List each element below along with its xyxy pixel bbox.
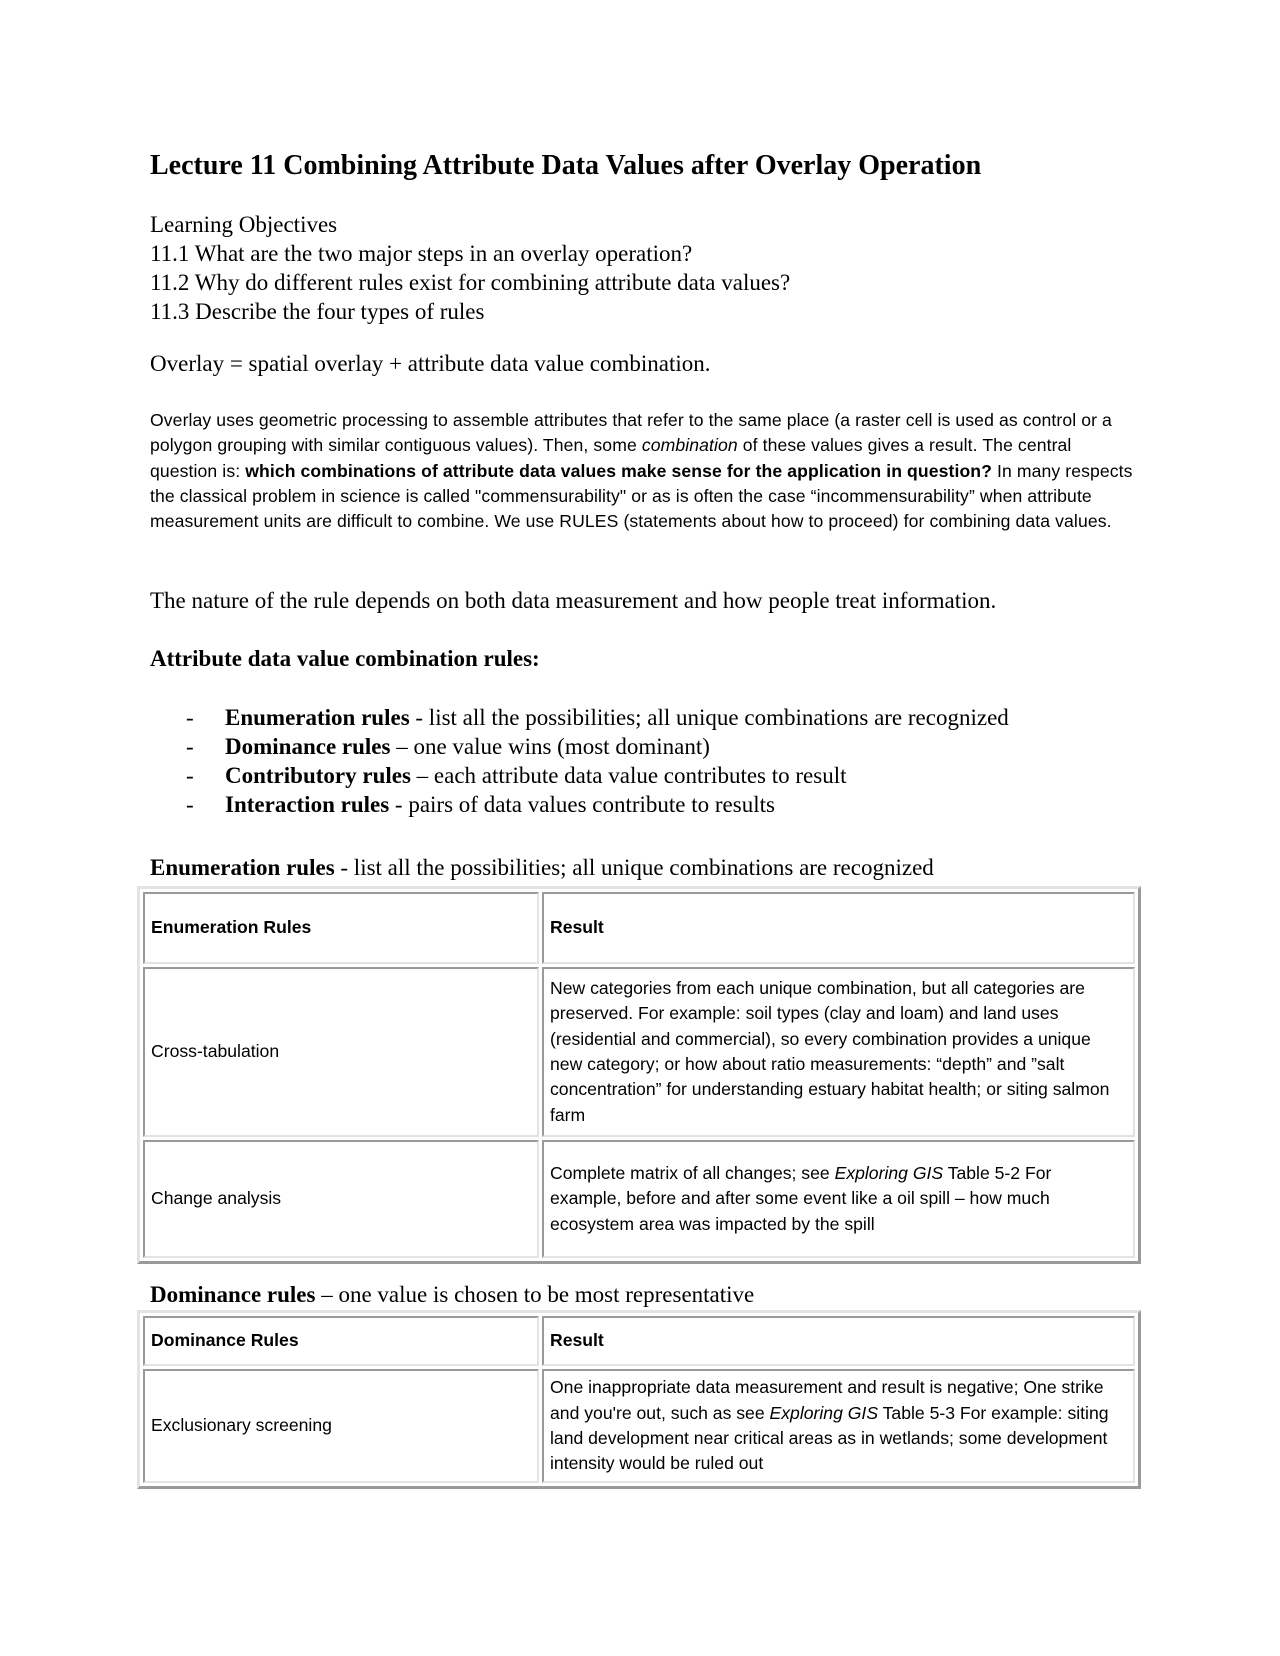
overlay-equation: Overlay = spatial overlay + attribute data value combination. [150, 351, 711, 376]
enumeration-heading [150, 855, 934, 881]
dash-bullet: - [186, 705, 194, 730]
enumeration-table [137, 886, 1141, 1264]
rule-name: Dominance rules [225, 734, 391, 759]
table-row [143, 967, 1135, 1137]
dominance-table [137, 1310, 1141, 1489]
page-title: Lecture 11 Combining Attribute Data Values after Overlay Operation [150, 150, 982, 181]
section-desc: - list all the possibilities; all unique combinations are recognized [334, 855, 934, 880]
table-row [143, 1369, 1135, 1483]
rule-desc: - list all the possibilities; all unique combinations are recognized [409, 705, 1009, 730]
dominance-heading [150, 1282, 754, 1308]
rules-heading: Attribute data value combination rules: [150, 646, 540, 671]
header-cell: Dominance Rules [143, 1316, 539, 1366]
list-item [150, 703, 1009, 732]
rule-name: Enumeration rules [225, 705, 410, 730]
rule-desc: – one value wins (most dominant) [390, 734, 710, 759]
table-row [143, 1140, 1135, 1258]
dash-bullet: - [186, 763, 194, 788]
rule-name: Interaction rules [225, 792, 390, 817]
para-text: In many respects the classical problem in science is called "commensurability" or as is often the case “incommensurability” when attribute measurement units are difficult to combine. We use RULES (statements about how to proceed) for combining data values. [150, 460, 1133, 532]
rule-name: Contributory rules [225, 763, 411, 788]
para-italic: combination [641, 435, 738, 456]
table-header-row [143, 892, 1135, 964]
section-name: Dominance rules [150, 1282, 316, 1307]
table-header-row [143, 1316, 1135, 1366]
rule-cell: Exclusionary screening [143, 1369, 539, 1483]
list-item [150, 790, 1009, 819]
rule-desc: – each attribute data value contributes to result [410, 763, 847, 788]
rule-cell: Change analysis [143, 1140, 539, 1258]
rule-cell: Cross-tabulation [143, 967, 539, 1137]
header-cell: Enumeration Rules [143, 892, 539, 964]
dash-bullet: - [186, 792, 194, 817]
header-cell: Result [542, 892, 1135, 964]
objective-item: 11.3 Describe the four types of rules [150, 299, 485, 324]
learning-objectives [150, 210, 790, 326]
central-question: which combinations of attribute data values make sense for the application in question? [245, 460, 992, 481]
objectives-heading: Learning Objectives [150, 212, 338, 237]
dash-bullet: - [186, 734, 194, 759]
objective-item: 11.1 What are the two major steps in an overlay operation? [150, 241, 693, 266]
rules-list [150, 703, 1009, 819]
nature-statement: The nature of the rule depends on both data measurement and how people treat information. [150, 588, 997, 613]
list-item [150, 732, 1009, 761]
result-text: Complete matrix of all changes; see [550, 1163, 835, 1184]
list-item [150, 761, 1009, 790]
result-text: Table 5-3 For example: siting land development near critical areas as in wetlands; some development intensity would be ruled out [550, 1402, 1109, 1474]
objective-item: 11.2 Why do different rules exist for combining attribute data values? [150, 270, 791, 295]
header-cell: Result [542, 1316, 1135, 1366]
book-title: Exploring GIS [834, 1163, 944, 1184]
intro-paragraph [150, 408, 1140, 534]
result-cell [542, 1369, 1135, 1483]
result-cell: New categories from each unique combination, but all categories are preserved. For example: soil types (clay and loam) and land uses (residential and commercial), so every combination provides a unique new category; or how about ratio measurements: “depth” and ”salt concentration” for understanding estuary habitat health; or siting salmon farm [542, 967, 1135, 1137]
para-text: of these values gives a result. The central question is: [150, 435, 1072, 481]
section-name: Enumeration rules [150, 855, 335, 880]
para-text: Overlay uses geometric processing to assemble attributes that refer to the same place (a raster cell is used as control or a polygon grouping with similar contiguous values). Then, some [150, 410, 1112, 456]
result-text: Table 5-2 For example, before and after some event like a oil spill – how much ecosystem area was impacted by the spill [550, 1163, 1052, 1234]
result-cell [542, 1140, 1135, 1258]
rule-desc: - pairs of data values contribute to results [389, 792, 775, 817]
result-text: One inappropriate data measurement and result is negative; One strike and you're out, such as see [550, 1377, 1104, 1423]
section-desc: – one value is chosen to be most representative [315, 1282, 755, 1307]
book-title: Exploring GIS [769, 1402, 879, 1423]
